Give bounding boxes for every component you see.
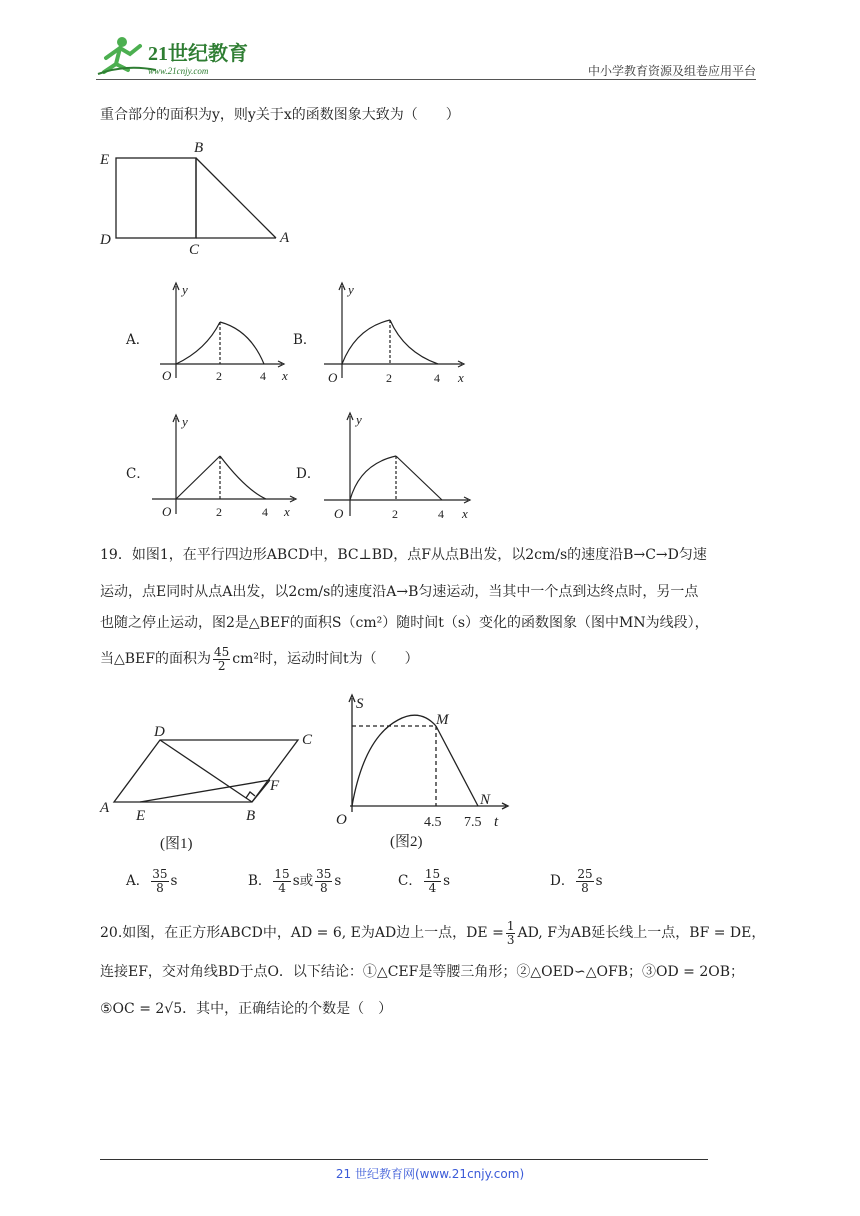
label-E: E: [100, 152, 110, 168]
q18-option-C-label[interactable]: C．: [126, 466, 150, 482]
q19-stem-line-3: 也随之停止运动，图2是△BEF的面积S（cm²）随时间t（s）变化的函数图象（图中MN为线段），: [100, 615, 709, 631]
svg-text:M: M: [436, 712, 449, 728]
svg-text:y: y: [356, 412, 362, 427]
q18-option-D-label[interactable]: D．: [296, 466, 321, 482]
q18-option-B-graph[interactable]: [318, 280, 470, 390]
q19-option-A[interactable]: A． $\frac{35}{8}$ s: [126, 867, 178, 895]
logo-url: www.21cnjy.com: [148, 66, 209, 76]
q19-option-C[interactable]: C． $\frac{15}{4}$ s: [398, 867, 451, 895]
q19-stem-line-1: 19．如图1，在平行四边形ABCD中，BC⊥BD，点F从点B出发，以2cm/s的速度沿B→C→D匀速: [100, 547, 707, 563]
q18-option-C-graph[interactable]: [150, 410, 300, 522]
svg-text:x: x: [284, 504, 290, 519]
svg-text:y: y: [348, 282, 354, 297]
header-rule: [96, 79, 756, 80]
figure-1-caption: (图1): [160, 836, 193, 852]
svg-text:F: F: [270, 778, 280, 794]
header-platform-text: 中小学教育资源及组卷应用平台: [587, 64, 756, 78]
q19-fraction: $\frac{45}{2}$: [214, 644, 230, 673]
svg-text:7.5: 7.5: [464, 815, 482, 830]
svg-text:4: 4: [434, 371, 440, 385]
svg-text:E: E: [136, 808, 146, 824]
logo-title: 21世纪教育: [148, 43, 248, 65]
svg-text:S: S: [356, 696, 364, 712]
svg-text:B: B: [246, 808, 256, 824]
q18-option-D-graph[interactable]: [320, 408, 476, 524]
svg-text:O: O: [162, 504, 172, 519]
svg-text:x: x: [462, 506, 468, 521]
q18-option-A-graph[interactable]: [150, 280, 290, 390]
svg-text:N: N: [480, 792, 491, 808]
svg-text:4: 4: [260, 369, 266, 383]
q19-figure-1: [94, 716, 330, 854]
svg-text:y: y: [182, 282, 188, 297]
q20-stem-line-3: ⑤OC = 2√5．其中，正确结论的个数是（ ）: [100, 1001, 393, 1017]
svg-text:C: C: [302, 732, 313, 748]
label-B: B: [194, 140, 204, 156]
svg-text:O: O: [162, 368, 172, 383]
q19-figure-2: [330, 690, 516, 854]
svg-text:2: 2: [216, 369, 222, 383]
svg-text:y: y: [182, 414, 188, 429]
figure-2-caption: (图2): [390, 834, 423, 850]
svg-text:D: D: [154, 724, 165, 740]
footer-rule: [100, 1159, 708, 1160]
svg-text:2: 2: [386, 371, 392, 385]
svg-text:2: 2: [392, 507, 398, 521]
q19-stem-line-4: 当△BEF的面积为 $\frac{45}{2}$ cm²时，运动时间t为（ ）: [100, 644, 419, 673]
q20-stem-line-2: 连接EF，交对角线BD于点O．以下结论：①△CEF是等腰三角形；②△OED∽△OFB；③OD = 2OB；: [100, 964, 745, 980]
svg-text:t: t: [494, 814, 499, 830]
q18-figure: [96, 136, 296, 258]
svg-text:O: O: [336, 812, 347, 828]
svg-text:O: O: [334, 506, 344, 521]
q20-stem-line-1: 20.如图，在正方形ABCD中，AD = 6, E为AD边上一点，DE = $\frac{1}{3}$ AD, F为AB延长线上一点，BF = DE，: [100, 918, 766, 947]
q19-option-B[interactable]: B． $\frac{15}{4}$ s或 $\frac{35}{8}$ s: [248, 867, 342, 895]
label-C: C: [189, 242, 200, 258]
q18-option-B-label[interactable]: B．: [293, 332, 317, 348]
q20-fraction: $\frac{1}{3}$: [506, 918, 515, 947]
q19-option-D[interactable]: D． $\frac{25}{8}$ s: [550, 867, 603, 895]
svg-text:4: 4: [262, 505, 268, 519]
q18-option-A-label[interactable]: A．: [126, 332, 150, 348]
q19-stem-line-2: 运动，点E同时从点A出发，以2cm/s的速度沿A→B匀速运动，当其中一个点到达终点时，另一点: [100, 584, 699, 600]
svg-text:A: A: [100, 800, 110, 816]
svg-text:2: 2: [216, 505, 222, 519]
label-A: A: [280, 230, 290, 246]
svg-text:x: x: [282, 368, 288, 383]
svg-text:4: 4: [438, 507, 444, 521]
label-D: D: [100, 232, 111, 248]
site-logo: [96, 34, 261, 78]
footer-link[interactable]: 21 世纪教育网(www.21cnjy.com): [335, 1167, 525, 1181]
svg-text:4.5: 4.5: [424, 815, 442, 830]
svg-text:O: O: [328, 370, 338, 385]
svg-text:x: x: [458, 370, 464, 385]
q18-stem-line: 重合部分的面积为y，则y关于x的函数图象大致为（ ）: [100, 107, 460, 123]
